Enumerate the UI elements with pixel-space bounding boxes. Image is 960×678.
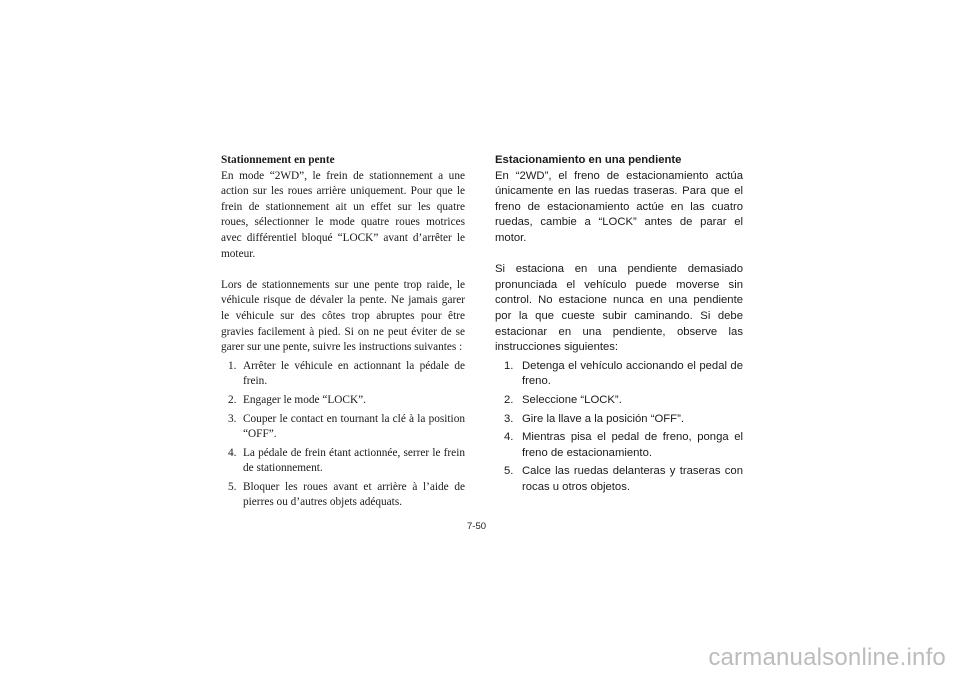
step-text: Gire la llave a la posición “OFF”. [522, 412, 684, 425]
french-step-5 [221, 480, 465, 511]
spanish-column [495, 153, 743, 498]
step-text: Calce las ruedas delanteras y traseras con rocas u otros objetos. [522, 465, 743, 493]
spanish-paragraph-1: En “2WD”, el freno de estacionamiento actúa únicamente en las ruedas traseras. Para que el freno de estacionamiento actúe en las cuatro ruedas, cambie a “LOCK” antes de parar el motor. [495, 169, 743, 244]
step-number: 2. [504, 393, 514, 406]
french-section-title: Stationnement en pente [221, 154, 335, 166]
step-number: 5. [228, 480, 237, 493]
step-number: 2. [228, 393, 237, 406]
step-number: 1. [504, 359, 514, 372]
french-step-list [221, 359, 465, 511]
spanish-section-title: Estacionamiento en una pendiente [495, 154, 682, 166]
step-text: Mientras pisa el pedal de freno, ponga el freno de estacionamiento. [522, 431, 743, 459]
step-text: Couper le contact en tournant la clé à la position “OFF”. [243, 412, 465, 441]
french-step-4 [221, 446, 465, 477]
spanish-step-list [495, 359, 743, 496]
spanish-step-3 [495, 412, 743, 428]
spanish-step-4 [495, 430, 743, 461]
step-text: Seleccione “LOCK”. [522, 393, 622, 406]
step-number: 1. [228, 359, 237, 372]
spanish-step-2 [495, 393, 743, 409]
step-number: 3. [228, 412, 237, 425]
watermark-text: carmanualsonline.info [708, 644, 946, 671]
page-number: 7-50 [467, 521, 487, 532]
french-step-3 [221, 412, 465, 443]
spanish-step-1 [495, 359, 743, 390]
step-text: Arrêter le véhicule en actionnant la pédale de frein. [243, 359, 465, 388]
step-text: La pédale de frein étant actionnée, serrer le frein de stationnement. [243, 446, 465, 475]
step-number: 3. [504, 412, 514, 425]
french-step-1 [221, 359, 465, 390]
french-step-2 [221, 393, 465, 409]
spanish-paragraph-2: Si estaciona en una pendiente demasiado pronunciada el vehículo puede moverse sin control. No estacione nunca en una pendiente por la que cueste subir caminando. Si debe estacionar en una pendiente, observe las instrucciones siguientes: [495, 263, 743, 354]
step-number: 4. [228, 446, 237, 459]
step-number: 4. [504, 431, 514, 444]
spanish-step-5 [495, 464, 743, 495]
step-text: Engager le mode “LOCK”. [243, 393, 366, 406]
french-paragraph-2: Lors de stationnements sur une pente trop raide, le véhicule risque de dévaler la pente. Ne jamais garer le véhicule sur des côtes trop abruptes pour être gravies facilement à pied. Si on ne peut éviter de se garer sur une pente, suivre les instructions suivantes : [221, 278, 465, 354]
step-text: Bloquer les roues avant et arrière à l’aide de pierres ou d’autres objets adéquats. [243, 480, 465, 509]
french-column [221, 153, 465, 514]
french-paragraph-1: En mode “2WD”, le frein de stationnement a une action sur les roues arrière uniquement. Pour que le frein de stationnement ait un effet sur les quatre roues, sélectionner le mode quatre roues motrices avec différentiel bloqué “LOCK” avant d’arrêter le moteur. [221, 169, 465, 260]
step-text: Detenga el vehículo accionando el pedal de freno. [522, 359, 743, 388]
step-number: 5. [504, 465, 514, 478]
